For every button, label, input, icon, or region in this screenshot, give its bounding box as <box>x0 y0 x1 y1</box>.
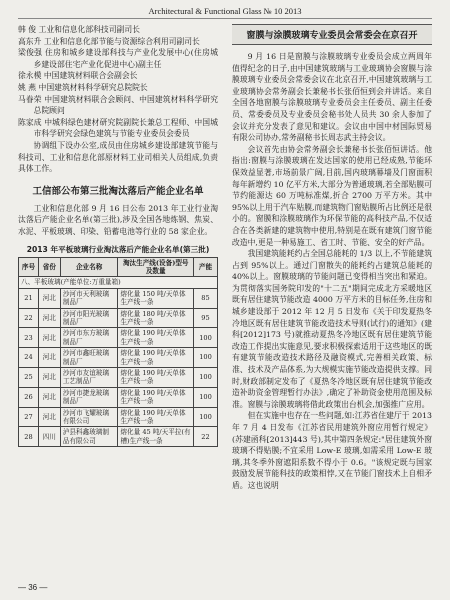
table-cell: 95 <box>194 308 218 328</box>
table-row <box>19 367 218 387</box>
table-cell: 熔化量 190 吨/天单体生产线一条 <box>118 348 194 368</box>
table-cell: 28 <box>19 427 39 447</box>
table-header-row <box>19 257 218 277</box>
article-paragraph: 但在实施中也存在一些问题,如:江苏省住建厅于 2013 年 7 月 4 日发布《江苏省民用建筑外窗应用暂行规定》(苏建函科[2013]443 号),其中第四条规定:"居住建筑外窗玻璃不得贴膜;不宜采用 Low-E 玻璃,如需采用 Low-E 玻璃,其冬季外窗遮阳系数不得小于 0.6。"该规定既与国家鼓励发展节能科技的政策相悖,又在节能门窗技术上自相矛盾。这也说明 <box>232 411 432 490</box>
table-cell: 26 <box>19 387 39 407</box>
table-cell: 沙河市捷龙玻璃制品厂 <box>60 387 118 407</box>
table-cell: 100 <box>194 328 218 348</box>
col-header: 企业名称 <box>60 257 118 277</box>
office-note: 协调组下设办公室,成员由住房城乡建设部建筑节能与科技司、工业和信息化部原材料工业司相关人员组成,负责具体工作。 <box>18 140 218 174</box>
table-cell: 熔化量 190 吨/天单体生产线一条 <box>118 328 194 348</box>
table-cell: 沙河市阳光玻璃制品厂 <box>60 308 118 328</box>
table-cell: 100 <box>194 348 218 368</box>
official-entry: 梁俊强 住房和城乡建设部科技与产业化发展中心(住房城乡建设部住宅产业化促进中心)副主任 <box>18 48 218 69</box>
table-cell: 河北 <box>38 348 60 368</box>
table-cell: 23 <box>19 328 39 348</box>
category-label: 八、平板玻璃(产能单位:万重量箱) <box>19 277 218 288</box>
table-cell: 泸县科鑫玻璃制品有限公司 <box>60 427 118 447</box>
table-cell: 熔化量 190 吨/天单体生产线一条 <box>118 407 194 427</box>
table-cell: 熔化量 180 吨/天单体生产线一条 <box>118 308 194 328</box>
table-row <box>19 348 218 368</box>
table-cell: 沙河市飞耀玻璃有限公司 <box>60 407 118 427</box>
table-cell: 熔化量 190 吨/天单体生产线一条 <box>118 367 194 387</box>
table-title: 2013 年平板玻璃行业淘汰落后产能企业名单(第三批) <box>26 244 210 254</box>
article-paragraph: 9 月 16 日是窗膜与涂膜玻璃专业委员会成立两周年值得纪念的日子,由中国建筑玻璃与工业玻璃协会窗膜与涂膜玻璃专业委员会常委会议在北京召开,中国建筑玻璃与工业玻璃协会常务副会长兼秘书长张佰恒到会并讲话。来自全国各地窗膜与涂膜玻璃专业委员会主任委员、副主任委员、常委委员及专业委员会秘书处人员共 30 余人参加了会议并充分发表了意见和建议。会议由中国中材国际贸易有限公司协办,常务副秘书长周志武主持会议。 <box>232 52 432 143</box>
table-cell: 100 <box>194 387 218 407</box>
col-header: 省份 <box>38 257 60 277</box>
official-entry: 韩 俊 工业和信息化部科技司副司长 <box>18 25 140 34</box>
table-cell: 沙河市鑫旺玻璃制品厂 <box>60 348 118 368</box>
right-column <box>232 24 432 492</box>
table-cell: 河北 <box>38 288 60 308</box>
table-cell: 四川 <box>38 427 60 447</box>
official-entry: 马眷荣 中国建筑材料联合会顾问、中国建筑材料科学研究总院顾问 <box>18 94 218 116</box>
table-cell: 22 <box>19 308 39 328</box>
category-row <box>19 277 218 288</box>
table-cell: 27 <box>19 407 39 427</box>
table-row <box>19 407 218 427</box>
table-cell: 24 <box>19 348 39 368</box>
table-row <box>19 288 218 308</box>
col-header: 序号 <box>19 257 39 277</box>
table-cell: 沙河市天利玻璃制品厂 <box>60 288 118 308</box>
table-row <box>19 308 218 328</box>
article-banner: 窗膜与涂膜玻璃专业委员会常委会在京召开 <box>232 24 432 45</box>
official-entry: 徐永模 中国建筑材料联合会副会长 <box>18 71 138 81</box>
official-entry: 陈家成 中城科绿色建材研究院副院长兼总工程师、中国城市科学研究会绿色建筑与节能专业委员会委员 <box>18 117 218 139</box>
page-number: — 36 — <box>18 583 48 592</box>
section-title: 工信部公布第三批淘汰落后产能企业名单 <box>32 185 204 197</box>
article-paragraph: 会议首先由协会常务副会长兼秘书长张佰恒讲话。他指出:窗膜与涂膜玻璃在发达国家的使用已经成熟,节能环保效益显著,市场前景广阔,目前,国内玻璃幕墙及门窗面积每年新增约 10 亿平方米,大部分为普通玻璃,若全部贴膜可节约能源达 60 万吨标准煤,折合 2700 万平方米。其中 95%以上用于汽车贴膜,而建筑物门窗贴膜所占比例还是很小的。窗膜和涂膜玻璃作为环保节能的高科技产品,不仅适合在各类新建的建筑物中使用,特别是在既有建筑门窗节能改造中,更是一种易施工、省工时、节能、安全的好产品。 <box>232 144 432 247</box>
table-cell: 沙河市友谊玻璃工艺制品厂 <box>60 367 118 387</box>
table-row <box>19 427 218 447</box>
table-cell: 熔化量 45 吨/天平拉(有槽)生产线一条 <box>118 427 194 447</box>
table-cell: 100 <box>194 407 218 427</box>
table-row <box>19 387 218 407</box>
table-cell: 熔化量 150 吨/天单体生产线一条 <box>118 288 194 308</box>
table-cell: 熔化量 190 吨/天单体生产线一条 <box>118 387 194 407</box>
table-cell: 85 <box>194 288 218 308</box>
article-paragraph: 我国建筑能耗约占全国总能耗的 1/3 以上,不节能建筑占到 95%以上。通过门窗散失的能耗约占建筑总能耗的 40%以上。窗膜玻璃的节能问题已变得相当突出和紧迫。为贯彻落实国务院印发的"十二五"期间完成北方采暖地区既有居住建筑节能改造 4000 万平方米的目标任务,住房和城乡建设部于 2012 年 12 月 5 日发布《关于印发夏热冬冷地区既有居住建筑节能改造技术导则(试行)的通知》(建科[2012]173 号)就推动夏热冬冷地区既有居住建筑节能改造工作提出实施意见,要求积极探索适用于这些地区的既有建筑节能改造技术路径及融资模式,完善相关政策、标准、技术及产品体系,为大规模实施节能改造提供支撑。同时,财政部制定发布了《夏热冬冷地区既有居住建筑节能改造补助资金管理暂行办法》,确定了补助资金使用范围及标准。窗膜与涂膜玻璃将借此政策出台机会,加强推广应用。 <box>232 249 432 409</box>
table-cell: 22 <box>194 427 218 447</box>
col-header: 产能 <box>194 257 218 277</box>
running-header: Architectural & Functional Glass № 10 2013 <box>18 4 432 19</box>
official-entry: 姚 燕 中国建筑材料科学研究总院院长 <box>18 82 148 92</box>
table-cell: 河北 <box>38 367 60 387</box>
official-entry: 高东升 工业和信息化部节能与资源综合利用司副司长 <box>18 36 200 46</box>
table-cell: 河北 <box>38 308 60 328</box>
table-cell: 沙河市东方玻璃制品厂 <box>60 328 118 348</box>
table-cell: 25 <box>19 367 39 387</box>
section-intro: 工业和信息化部 9 月 16 日公布 2013 年工业行业淘汰落后产能企业名单(第三批),涉及全国各地炼钢、焦炭、水泥、平板玻璃、印染、铅蓄电池等行业的 58 家企业。 <box>18 203 218 236</box>
left-column <box>18 24 218 447</box>
elimination-table <box>18 257 218 448</box>
table-cell: 21 <box>19 288 39 308</box>
table-cell: 河北 <box>38 407 60 427</box>
table-cell: 河北 <box>38 387 60 407</box>
table-cell: 100 <box>194 367 218 387</box>
col-header: 淘汰生产线(设备)型号及数量 <box>118 257 194 277</box>
table-cell: 河北 <box>38 328 60 348</box>
officials-list <box>18 24 218 175</box>
table-row <box>19 328 218 348</box>
